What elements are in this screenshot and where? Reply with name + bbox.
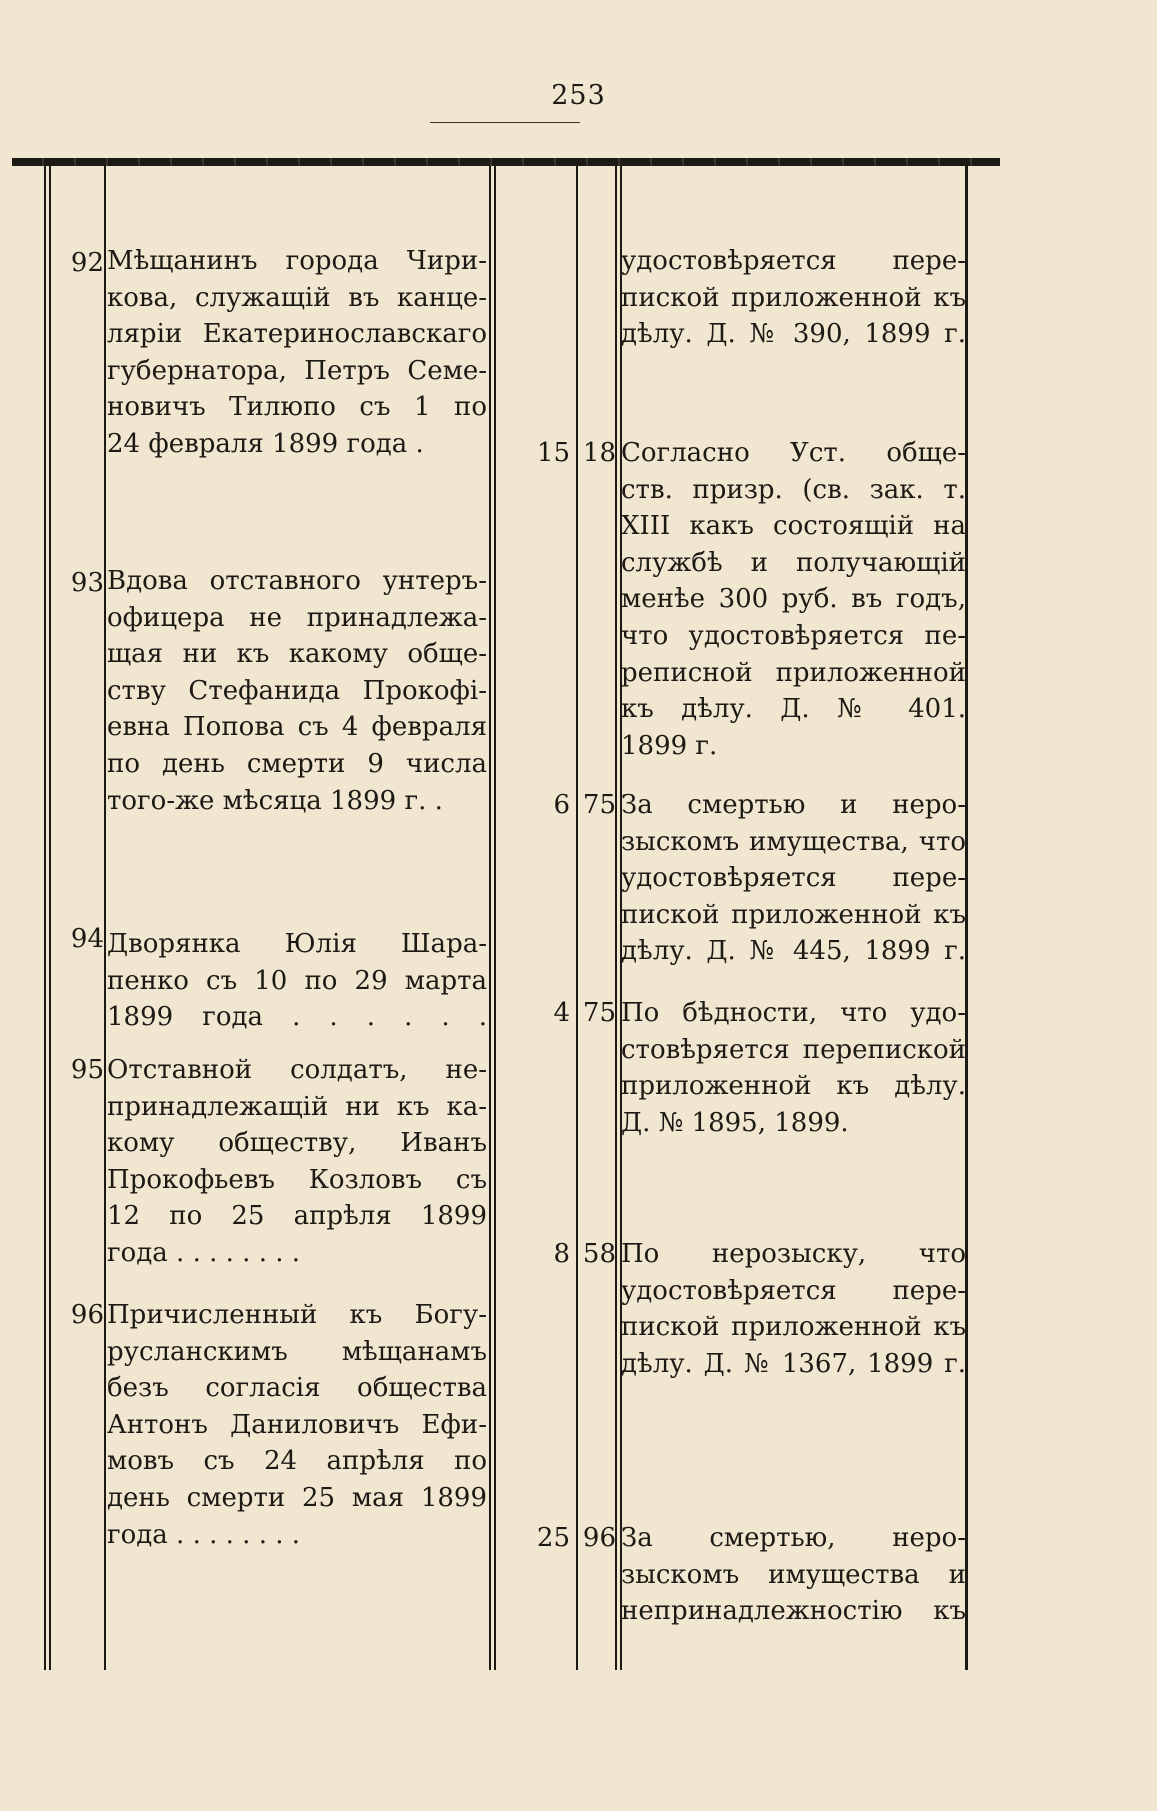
record-index: 92 — [70, 248, 104, 278]
record-rubles: 6 — [553, 790, 570, 820]
column-divider-description-a — [489, 166, 491, 1670]
record-note: За смертью, неро- зыскомъ имущества и непринадлежностію къ — [621, 1523, 966, 1627]
column-divider-rubles — [576, 166, 578, 1670]
record-note: По нерозыску, что удостовѣряется пере- пиской приложенной къ дѣлу. Д. № 1367, 1899 г. — [621, 1239, 966, 1379]
record-note: За смертью и неро- зыскомъ имущества, что удостовѣряется пере- пиской приложенной къ дѣлу. Д. № 445, 1899 г. — [621, 790, 966, 967]
table-border-left-inner — [49, 166, 51, 1670]
record-description: Отставной солдатъ, не- принадлежащій ни къ ка- кому обществу, Иванъ Прокофьевъ Козловъ съ 12 по 25 апрѣля 1899 года . . . . . . . . — [107, 1055, 487, 1268]
record-rubles: 25 — [536, 1523, 570, 1553]
record-note: удостовѣряется пере- пиской приложенной къ дѣлу. Д. № 390, 1899 г. — [621, 246, 966, 350]
record-description: Причисленный къ Богу- русланскимъ мѣщанамъ безъ согласія общества Антонъ Даниловичъ Ефи- мовъ съ 24 апрѣля по день смерти 25 мая 1899 года . . . . . . . . — [107, 1300, 487, 1550]
record-index: 96 — [70, 1300, 104, 1330]
record-index: 95 — [70, 1055, 104, 1085]
record-index: 94 — [70, 924, 104, 954]
table-border-left-outer — [44, 166, 46, 1670]
record-kopecks: 18 — [582, 438, 616, 468]
record-kopecks: 96 — [582, 1523, 616, 1553]
record-kopecks: 75 — [582, 998, 616, 1028]
column-divider-index — [104, 166, 106, 1670]
record-description: Вдова отставного унтеръ- офицера не принадлежа- щая ни къ какому обще- ству Стефанида Прокофі- евна Попова съ 4 февраля по день смерти 9 числа того-же мѣсяца 1899 г. . — [107, 566, 487, 816]
column-divider-kopecks-a — [615, 166, 617, 1670]
record-rubles: 15 — [536, 438, 570, 468]
record-rubles: 4 — [553, 998, 570, 1028]
record-kopecks: 75 — [582, 790, 616, 820]
record-note: По бѣдности, что удо- стовѣряется перепиской приложенной къ дѣлу. Д. № 1895, 1899. — [621, 998, 966, 1138]
record-index: 93 — [70, 568, 104, 598]
record-note-continued: Согласно Уст. обще- ств. призр. (св. зак. т. XIII какъ состоящій на службѣ и получающій менѣе 300 руб. въ годъ, что удостовѣряется пе- реписной приложенной къ дѣлу. Д. № 401. 1899 г. — [621, 438, 966, 761]
page-number: 253 — [551, 80, 606, 111]
record-kopecks: 58 — [582, 1239, 616, 1269]
record-description: Дворянка Юлія Шара- пенко съ 10 по 29 марта 1899 года . . . . . . — [107, 929, 487, 1033]
table-top-rule — [12, 158, 1000, 166]
column-divider-description-b — [494, 166, 496, 1670]
page-number-rule — [430, 122, 580, 123]
record-rubles: 8 — [553, 1239, 570, 1269]
record-description: Мѣщанинъ города Чири- кова, служащій въ канце- ляріи Екатеринославскаго губернатора, Петръ Семе- новичъ Тилюпо съ 1 по 24 февраля 1899 года . — [107, 246, 487, 459]
